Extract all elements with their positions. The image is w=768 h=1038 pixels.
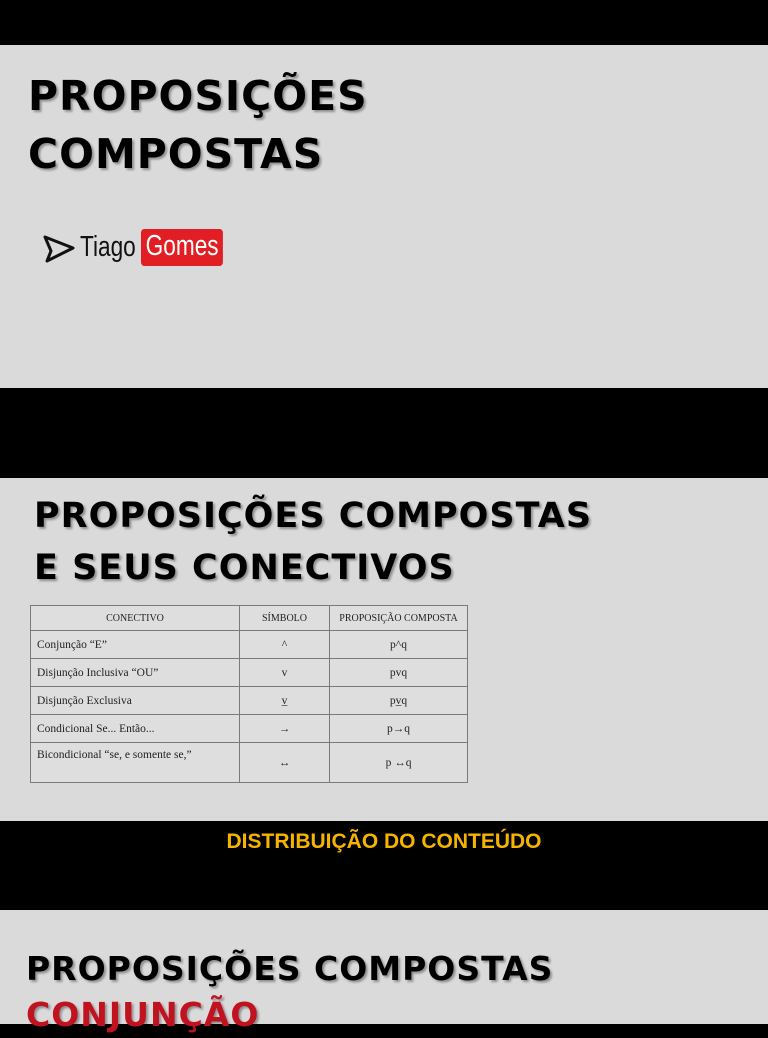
section-divider-title: DISTRIBUIÇÃO DO CONTEÚDO [226, 830, 542, 853]
header-symbol: SÍMBOLO [240, 606, 330, 631]
connective-cell: Disjunção Inclusiva “OU” [31, 659, 240, 687]
logo-badge: Gomes [141, 229, 223, 266]
tiago-gomes-logo [42, 229, 247, 266]
proposition-cell: pv̲q [330, 687, 468, 715]
conjunction-heading-line-2: CONJUNÇÃO [26, 995, 260, 1034]
conjunction-heading-line-1: PROPOSIÇÕES COMPOSTAS [26, 949, 554, 988]
conjunction-heading [26, 946, 553, 1038]
slide-title-heading [28, 67, 368, 183]
play-arrow-icon [42, 231, 76, 265]
symbol-cell: → [240, 715, 330, 743]
table-row [31, 715, 468, 743]
symbol-cell: ↔ [240, 743, 330, 783]
symbol-cell: v̲ [240, 687, 330, 715]
slide-conjunction [0, 910, 768, 1034]
table-row [31, 659, 468, 687]
symbol-cell: ^ [240, 631, 330, 659]
table-row [31, 631, 468, 659]
logo-name: Tiago [80, 231, 136, 263]
heading-line-2: E SEUS CONECTIVOS [34, 548, 455, 588]
header-connective: CONECTIVO [31, 606, 240, 631]
proposition-cell: pvq [330, 659, 468, 687]
table-header-row [31, 606, 468, 631]
symbol-cell: v [240, 659, 330, 687]
connective-cell: Conjunção “E” [31, 631, 240, 659]
connective-cell: Condicional Se... Então... [31, 715, 240, 743]
connectives-table [30, 605, 468, 783]
connective-cell: Disjunção Exclusiva [31, 687, 240, 715]
header-proposition: PROPOSIÇÃO COMPOSTA [330, 606, 468, 631]
table-row [31, 743, 468, 783]
proposition-cell: p ↔q [330, 743, 468, 783]
table-row [31, 687, 468, 715]
connectives-heading [34, 490, 592, 594]
proposition-cell: p→q [330, 715, 468, 743]
proposition-cell: p^q [330, 631, 468, 659]
slide-connectives [0, 478, 768, 821]
title-line-1: PROPOSIÇÕES [28, 72, 368, 120]
connective-cell: Bicondicional “se, e somente se,” [31, 743, 240, 783]
heading-line-1: PROPOSIÇÕES COMPOSTAS [34, 496, 593, 536]
slide-title [0, 45, 768, 388]
title-line-2: COMPOSTAS [28, 130, 324, 178]
